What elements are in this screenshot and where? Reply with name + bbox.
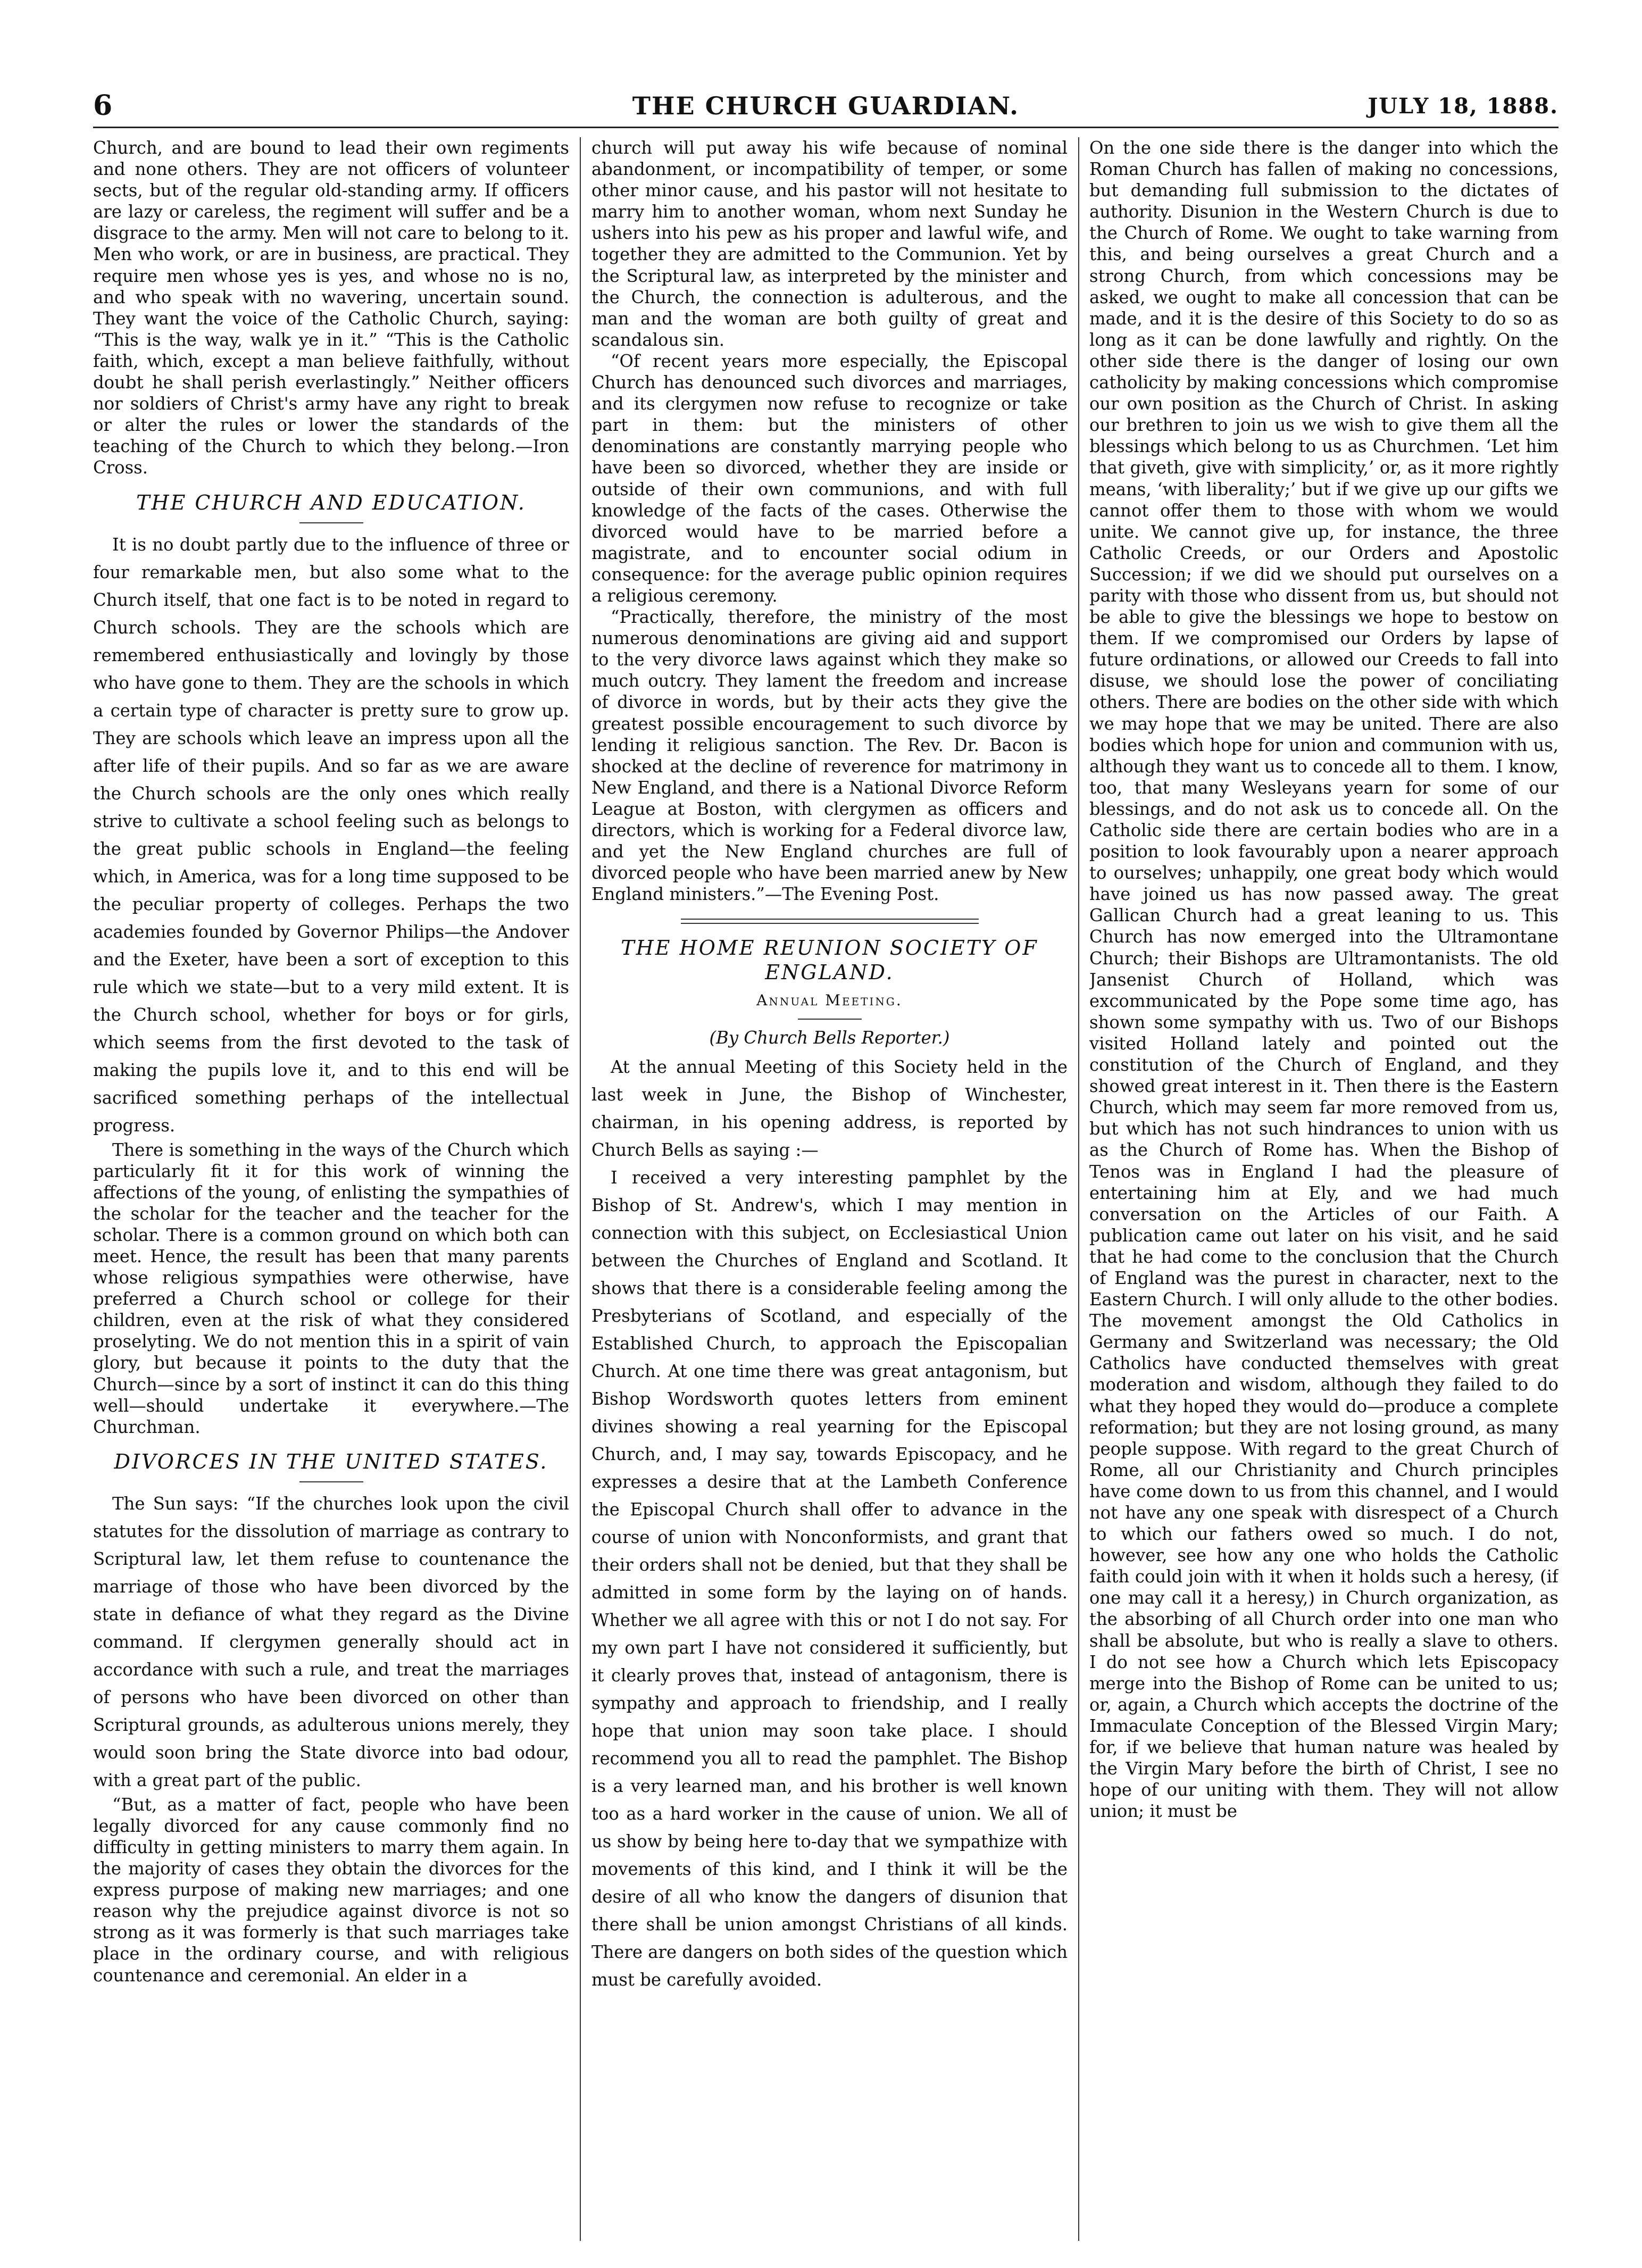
byline: (By Church Bells Reporter.): [709, 1028, 950, 1048]
paragraph: At the annual Meeting of this Society held in the last week in June, the Bishop of Winchester, chairman, in his opening address, is reported by Church Bells as saying :—: [591, 1056, 1068, 1160]
section-divider: [681, 919, 979, 920]
column-3: [1089, 137, 1558, 2241]
paragraph: The Sun says: “If the churches look upon the civil statutes for the dissolution of marriage as contrary to Scriptural law, let them refuse to countenance the marriage of those who have been divorced by the state in defiance of what they regard as the Divine command. If clergymen generally should act in accordance with such a rule, and treat the marriages of persons who have been divorced on other than Scriptural grounds, as adulterous unions merely, they would soon bring the State divorce into bad odour, with a great part of the public.: [93, 1493, 569, 1790]
headline-divorces: DIVORCES IN THE UNITED STATES.: [114, 1449, 548, 1473]
divider: [299, 522, 363, 523]
section-divider: [681, 923, 979, 924]
column-rule: [1078, 137, 1079, 2241]
article-continuation: church will put away his wife because of nominal abandonment, or incompatibility of temper, or some other minor cause, and his pastor will not hesitate to marry him to another woman, whom next Sunday he ushers into his pew as his proper and lawful wife, and together they are admitted to the Communion. Yet by the Scriptural law, as interpreted by the minister and the Church, the connection is adulterous, and the man and the woman are both guilty of great and scandalous sin.: [591, 138, 1068, 350]
article-continuation: On the one side there is the danger into which the Roman Church has fallen of making no concessions, but demanding full submission to the dictates of authority. Disunion in the Western Church is due to the Church of Rome. We ought to take warning from this, and being ourselves a great Church and a strong Church, from which concessions may be asked, we ought to make all concession that can be made, and it is the desire of this Society to do so as long as it can be done lawfully and rightly. On the other side there is the danger of losing our own catholicity by making concessions which compromise our own position as the Church of Christ. In asking our brethren to join us we wish to give them all the blessings which belong to us as Churchmen. ‘Let him that giveth, give with simplicity,’ or, as it more rightly means, ‘with liberality;’ but if we give up our gifts we cannot offer them to those with whom we would unite. We cannot give up, for instance, the three Catholic Creeds, or our Orders and Apostolic Succession; if we did we should put ourselves on a parity with those who dissent from us, but should not be able to give the blessings we hope to bestow on them. If we compromised our Orders by lapse of future ordinations, or allowed our Creeds to fall into disuse, we should lose the power of conciliating others. There are bodies on the other side with which we may hope that we may be united. There are also bodies which hope for union and communion with us, although they want us to concede all to them. I know, too, that many Wesleyans yearn for some of our blessings, and do not ask us to concede all. On the Catholic side there are certain bodies who are in a position to look favourably upon a nearer approach to ourselves; unhappily, one great body which would have joined us has now passed away. The great Gallican Church had a great leaning to us. This Church has now emerged into the Ultramontane Church; their Bishops are Ultramontanists. The old Jansenist Church of Holland, which was excommunicated by the Pope some time ago, has shown some sympathy with us. Two of our Bishops visited Holland lately and pointed out the constitution of the Church of England, and they showed great interest in it. Then there is the Eastern Church, which may seem far more removed from us, but which has not such hindrances to union with us as the Church of Rome has. When the Bishop of Tenos was in England I had the pleasure of entertaining him at Ely, and we had much conversation on the Articles of our Faith. A publication came out later on his visit, and he said that he had come to the conclusion that the Church of England was the purest in character, next to the Eastern Church. I will only allude to the other bodies. The movement amongst the Old Catholics in Germany and Switzerland was necessary; the Old Catholics have conducted themselves with great moderation and wisdom, although they failed to do what they hoped they would do—produce a complete reformation; but they are not losing ground, as many people suppose. With regard to the great Church of Rome, all our Christianity and Church principles have come down to us from this channel, and I would not have any one speak with disrespect of a Church to which our fathers owed so much. I do not, however, see how any one who holds the Catholic faith could join with it when it holds such a heresy, (if one may call it a heresy,) in Church organization, as the absorbing of all Church order into one man who shall be absolute, but who is really a slave to others. I do not see how a Church which lets Episcopacy merge into the Bishop of Rome can be united to us; or, again, a Church which accepts the doctrine of the Immaculate Conception of the Blessed Virgin Mary; for, if we believe that human nature was healed by the Virgin Mary before the birth of Christ, I see no hope of our uniting with them. They will not allow union; it must be: [1089, 138, 1558, 1822]
paragraph: It is no doubt partly due to the influence of three or four remarkable men, but also some what to the Church itself, that one fact is to be noted in regard to Church schools. They are the schools which are remembered enthusiastically and lovingly by those who have gone to them. They are the schools in which a certain type of character is pretty sure to grow up. They are schools which leave an impress upon all the after life of their pupils. And so far as we are aware the Church schools are the only ones which really strive to cultivate a school feeling such as belongs to the great public schools in England—the feeling which, in America, was for a long time supposed to be the peculiar property of colleges. Perhaps the two academies founded by Governor Philips—the Andover and the Exeter, have been a sort of exception to this rule which we state—but to a very mild extent. It is the Church school, whether for boys or for girls, which seems from the first devoted to the task of making the pupils love it, and to this end will be sacrificed something perhaps of the intellectual progress.: [93, 534, 569, 1136]
column-2: [591, 137, 1068, 2241]
issue-date: JULY 18, 1888.: [1368, 94, 1558, 119]
divider: [299, 1481, 363, 1482]
paragraph: I received a very interesting pamphlet by the Bishop of St. Andrew's, which I may mention in connection with this subject, on Ecclesiastical Union between the Churches of England and Scotland. It shows that there is a considerable feeling among the Presbyterians of Scotland, and especially of the Established Church, to approach the Episcopalian Church. At one time there was great antagonism, but Bishop Wordsworth quotes letters from eminent divines showing a real yearning for the Episcopal Church, and, I may say, towards Episcopacy, and he expresses a desire that at the Lambeth Conference the Episcopal Church shall offer to advance in the course of union with Nonconformists, and grant that their orders shall not be denied, but that they shall be admitted in some form by the laying on of hands. Whether we all agree with this or not I do not say. For my own part I have not considered it sufficiently, but it clearly proves that, instead of antagonism, there is sympathy and approach to friendship, and I really hope that union may soon take place. I should recommend you all to read the pamphlet. The Bishop is a very learned man, and his brother is well known too as a hard worker in the cause of union. We all of us show by being here to-day that we sympathize with movements of this kind, and I think it will be the desire of all who know the dangers of disunion that there shall be union amongst Christians of all kinds. There are dangers on both sides of the question which must be carefully avoided.: [591, 1167, 1068, 1990]
paragraph: “Of recent years more especially, the Episcopal Church has denounced such divorces and marriages, and its clergymen now refuse to recognize or take part in them: but the ministers of other denominations are constantly marrying people who have been so divorced, whether they are inside or outside of their own communions, and with full knowledge of the facts of the cases. Otherwise the divorced would have to be married before a magistrate, and to encounter social odium in consequence: for the average public opinion requires a religious ceremony.: [591, 351, 1068, 606]
divider: [798, 1019, 862, 1020]
headline-home-reunion: THE HOME REUNION SOCIETY OF ENGLAND.: [621, 936, 1038, 985]
paper-title: THE CHURCH GUARDIAN.: [632, 91, 1020, 120]
paragraph: “But, as a matter of fact, people who have been legally divorced for any cause commonly find no difficulty in getting ministers to marry them again. In the majority of cases they obtain the divorces for the express purpose of making new marriages; and one reason why the prejudice against divorce is not so strong as it was formerly is that such marriages take place in the ordinary course, and with religious countenance and ceremonial. An elder in a: [93, 1794, 569, 1986]
page-number: 6: [93, 89, 113, 122]
masthead: [93, 89, 1558, 128]
article-continuation: Church, and are bound to lead their own regiments and none others. They are not officers of volunteer sects, but of the regular old-standing army. If officers are lazy or careless, the regiment will suffer and be a disgrace to the army. Men will not care to belong to it. Men who work, or are in business, are practical. They require men whose yes is yes, and whose no is no, and who speak with no wavering, uncertain sound. They want the voice of the Catholic Church, saying: “This is the way, walk ye in it.” “This is the Catholic faith, which, except a man believe faithfully, without doubt he shall perish everlastingly.” Neither officers nor soldiers of Christ's army have any right to break or alter the rules or lower the standards of the teaching of the Church to which they belong.—Iron Cross.: [93, 138, 569, 478]
column-1: [93, 137, 569, 2241]
subheading-annual-meeting: Annual Meeting.: [756, 991, 903, 1010]
paragraph: “Practically, therefore, the ministry of the most numerous denominations are giving aid and support to the very divorce laws against which they make so much outcry. They lament the freedom and increase of divorce in words, but by their acts they give the greatest possible encouragement to such divorce by lending it religious sanction. The Rev. Dr. Bacon is shocked at the decline of reverence for matrimony in New England, and there is a National Divorce Reform League at Boston, with clergymen as officers and directors, which is working for a Federal divorce law, and yet the New England churches are full of divorced people who have been married anew by New England ministers.”—The Evening Post.: [591, 607, 1068, 905]
column-rule: [580, 137, 581, 2241]
headline-church-education: THE CHURCH AND EDUCATION.: [136, 490, 526, 514]
paragraph: There is something in the ways of the Church which particularly fit it for this work of winning the affections of the young, of enlisting the sympathies of the scholar for the teacher and the teacher for the scholar. There is a common ground on which both can meet. Hence, the result has been that many parents whose religious sympathies were otherwise, have preferred a Church school or college for their children, even at the risk of what they considered proselyting. We do not mention this in a spirit of vain glory, but because it points to the duty that the Church—since by a sort of instinct it can do this thing well—should undertake it everywhere.—The Churchman.: [93, 1139, 569, 1437]
